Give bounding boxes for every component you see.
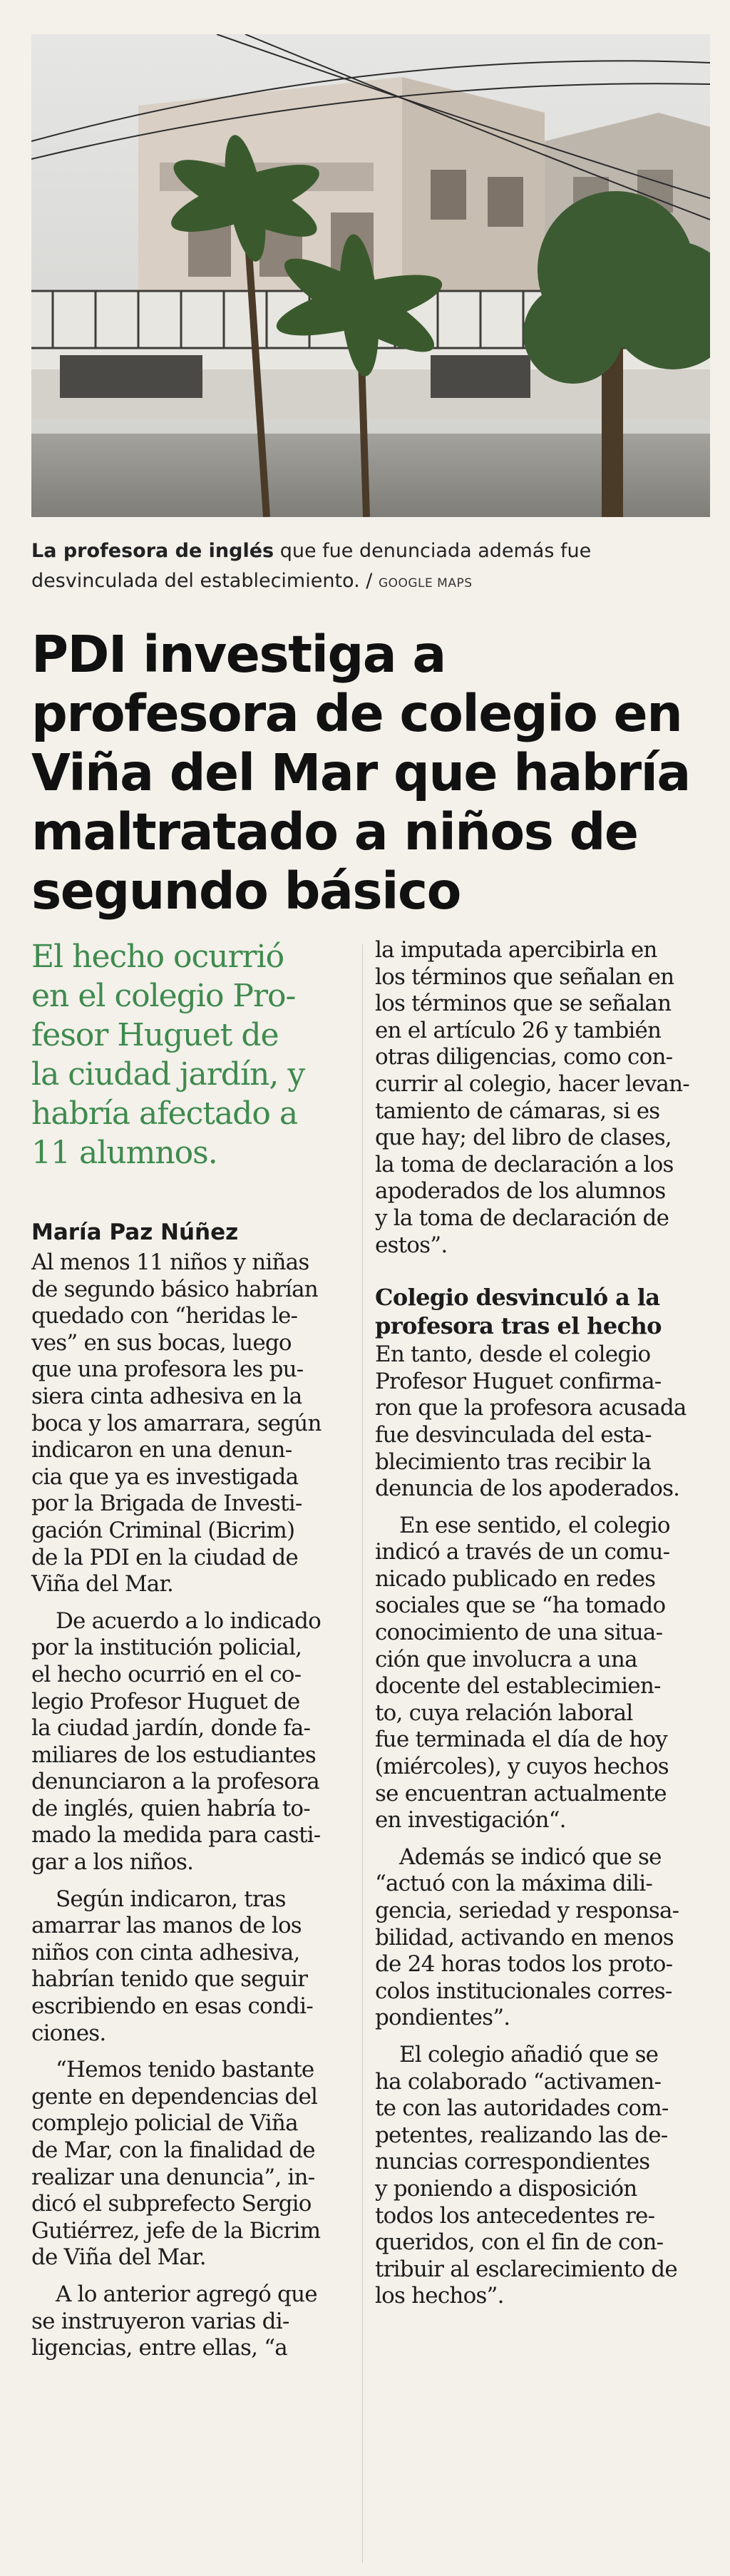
paragraph-line: habrían tenido que seguir	[31, 1966, 308, 1993]
lede-line: la ciudad jardín, y	[31, 1056, 305, 1093]
paragraph-line: y poniendo a disposición	[375, 2175, 637, 2202]
column-divider	[362, 944, 363, 2563]
paragraph-line: fue terminada el día de hoy	[375, 1727, 667, 1753]
paragraph-line: los términos que se señalan	[375, 991, 672, 1017]
paragraph-line: Viña del Mar.	[31, 1571, 174, 1598]
caption-bold: La profesora de inglés	[31, 540, 274, 562]
paragraph-line: ciones.	[31, 2020, 106, 2046]
paragraph-line: cia que ya es investigada	[31, 1463, 299, 1490]
paragraph-line: en el artículo 26 y también	[375, 1017, 662, 1043]
paragraph-line: de segundo básico habrían	[31, 1276, 318, 1302]
paragraph-line: de Mar, con la finalidad de	[31, 2137, 315, 2163]
paragraph	[375, 1341, 709, 1503]
paragraph-line: ción que involucra a una	[375, 1646, 637, 1672]
paragraph-line: sociales que se “ha tomado	[375, 1593, 666, 1619]
paragraph-line: bilidad, activando en menos	[375, 1924, 674, 1951]
paragraph-line: la toma de declaración a los	[375, 1151, 674, 1177]
paragraph-line: A lo anterior agregó que	[56, 2281, 317, 2307]
paragraph-line: apoderados de los alumnos	[375, 1178, 666, 1205]
paragraph	[375, 2042, 709, 2310]
paragraph-line: tribuir al esclarecimiento de	[375, 2256, 677, 2282]
paragraph-line: dicó el subprefecto Sergio	[31, 2191, 312, 2217]
paragraph-line: fue desvinculada del esta-	[375, 1421, 652, 1448]
paragraph-line: se encuentran actualmente	[375, 1780, 667, 1806]
paragraph-line: ron que la profesora acusada	[375, 1395, 687, 1421]
paragraph-line: de Viña del Mar.	[31, 2244, 206, 2271]
caption-credit: GOOGLE MAPS	[378, 576, 473, 591]
paragraph-line: la imputada apercibirla en	[375, 937, 657, 963]
paragraph-line: estos”.	[375, 1232, 448, 1258]
left-column	[31, 937, 349, 2372]
paragraph	[31, 1249, 349, 1598]
paragraph	[31, 2281, 349, 2362]
paragraph-line: de 24 horas todos los proto-	[375, 1951, 673, 1978]
paragraph-line: nuncias correspondientes	[375, 2149, 650, 2175]
paragraph-line: por la institución policial,	[31, 1635, 302, 1661]
paragraph	[375, 937, 709, 1259]
paragraph-line: Profesor Huguet confirma-	[375, 1368, 662, 1394]
paragraph-line: petentes, realizando las de-	[375, 2122, 668, 2148]
headline	[31, 625, 716, 921]
paragraph-line: te con las autoridades com-	[375, 2095, 669, 2122]
lede-line: fesor Huguet de	[31, 1017, 279, 1053]
paragraph-line: que hay; del libro de clases,	[375, 1125, 672, 1151]
paragraph-line: pondientes”.	[375, 2005, 510, 2031]
paragraph-line: la ciudad jardín, donde fa-	[31, 1715, 311, 1742]
paragraph-line: En tanto, desde el colegio	[375, 1341, 651, 1368]
right-body-before	[375, 937, 709, 1259]
paragraph	[31, 2057, 349, 2271]
paragraph-line: indicaron en una denun-	[31, 1437, 292, 1463]
paragraph-line: Al menos 11 niños y niñas	[31, 1249, 309, 1275]
paragraph-line: El colegio añadió que se	[399, 2041, 659, 2068]
paragraph-line: y la toma de declaración de	[375, 1205, 669, 1231]
paragraph-line: En ese sentido, el colegio	[399, 1512, 670, 1538]
paragraph-line: ves” en sus bocas, luego	[31, 1329, 292, 1356]
paragraph-line: gente en dependencias del	[31, 2083, 318, 2110]
subhead-line: profesora tras el hecho	[375, 1312, 662, 1340]
subhead	[375, 1283, 709, 1340]
subhead-line: Colegio desvinculó a la	[375, 1284, 660, 1312]
byline: María Paz Núñez	[31, 1220, 239, 1245]
photo-caption	[31, 536, 710, 598]
paragraph-line: por la Brigada de Investi-	[31, 1491, 302, 1517]
headline-line: segundo básico	[31, 862, 461, 921]
paragraph-line: de la PDI en la ciudad de	[31, 1544, 298, 1570]
paragraph-line: miliares de los estudiantes	[31, 1742, 316, 1768]
paragraph-line: gar a los niños.	[31, 1849, 194, 1876]
paragraph-line: gencia, seriedad y responsa-	[375, 1898, 679, 1923]
lede-line: habría afectado a	[31, 1095, 298, 1132]
headline-line: PDI investiga a	[31, 625, 446, 684]
paragraph-line: escribiendo en esas condi-	[31, 1993, 313, 2020]
paragraph-line: nicado publicado en redes	[375, 1565, 656, 1592]
paragraph-line: Según indicaron, tras	[56, 1886, 286, 1912]
paragraph-line: el hecho ocurrió en el co-	[31, 1661, 302, 1687]
paragraph-line: conocimiento de una situa-	[375, 1620, 663, 1646]
paragraph-line: legio Profesor Huguet de	[31, 1688, 300, 1714]
building-photo	[31, 34, 710, 517]
paragraph-line: ligencias, entre ellas, “a	[31, 2335, 287, 2361]
paragraph-line: to, cuya relación laboral	[375, 1700, 633, 1726]
lede-line: en el colegio Pro-	[31, 978, 296, 1014]
paragraph-line: niños con cinta adhesiva,	[31, 1939, 300, 1966]
paragraph-line: queridos, con el fin de con-	[375, 2229, 664, 2256]
paragraph-line: los términos que señalan en	[375, 964, 674, 990]
paragraph-line: boca y los amarrara, según	[31, 1410, 322, 1436]
paragraph-line: Gutiérrez, jefe de la Bicrim	[31, 2217, 321, 2244]
paragraph	[375, 1844, 709, 2032]
paragraph-line: Además se indicó que se	[399, 1844, 662, 1870]
paragraph-line: tamiento de cámaras, si es	[375, 1098, 660, 1124]
paragraph-line: otras diligencias, como con-	[375, 1044, 673, 1070]
paragraph	[31, 1608, 349, 1876]
paragraph-line: De acuerdo a lo indicado	[56, 1608, 321, 1634]
left-body	[31, 1249, 349, 2362]
lede-line: El hecho ocurrió	[31, 939, 284, 975]
paragraph-line: los hechos”.	[375, 2283, 504, 2309]
headline-line: Viña del Mar que habría	[31, 743, 690, 802]
paragraph-line: todos los antecedentes re-	[375, 2202, 655, 2229]
paragraph-line: gación Criminal (Bicrim)	[31, 1517, 295, 1543]
paragraph-line: docente del establecimien-	[375, 1673, 661, 1700]
paragraph-line: se instruyeron varias di-	[31, 2308, 289, 2334]
paragraph-line: ha colaborado “activamen-	[375, 2068, 662, 2095]
right-column	[375, 937, 709, 2320]
paragraph-line: “Hemos tenido bastante	[56, 2057, 314, 2083]
caption-text: que fue denunciada además fue desvinculada del establecimiento. /	[31, 540, 592, 592]
paragraph-line: indicó a través de un comu-	[375, 1539, 670, 1565]
article-photo	[31, 34, 710, 517]
headline-line: profesora de colegio en	[31, 684, 682, 743]
paragraph-line: currir al colegio, hacer levan-	[375, 1070, 689, 1097]
headline-line: maltratado a niños de	[31, 802, 638, 862]
paragraph-line: quedado con “heridas le-	[31, 1303, 298, 1329]
paragraph-line: amarrar las manos de los	[31, 1913, 302, 1939]
paragraph-line: (miércoles), y cuyos hechos	[375, 1754, 669, 1780]
paragraph-line: complejo policial de Viña	[31, 2110, 298, 2137]
paragraph-line: denuncia de los apoderados.	[375, 1476, 680, 1502]
paragraph-line: que una profesora les pu-	[31, 1356, 304, 1383]
paragraph	[31, 1886, 349, 2048]
paragraph-line: blecimiento tras recibir la	[375, 1448, 652, 1475]
right-body-after	[375, 1341, 709, 2310]
lede	[31, 937, 349, 1172]
paragraph-line: de inglés, quien habría to-	[31, 1795, 310, 1821]
paragraph-line: denunciaron a la profesora	[31, 1769, 319, 1795]
paragraph-line: mado la medida para casti-	[31, 1822, 321, 1849]
paragraph-line: realizar una denuncia”, in-	[31, 2164, 315, 2190]
paragraph-line: en investigación“.	[375, 1807, 566, 1834]
lede-line: 11 alumnos.	[31, 1135, 217, 1171]
paragraph-line: colos institucionales corres-	[375, 1978, 672, 2004]
paragraph-line: “actuó con la máxima dili-	[375, 1871, 652, 1897]
paragraph	[375, 1513, 709, 1834]
paragraph-line: siera cinta adhesiva en la	[31, 1383, 302, 1409]
